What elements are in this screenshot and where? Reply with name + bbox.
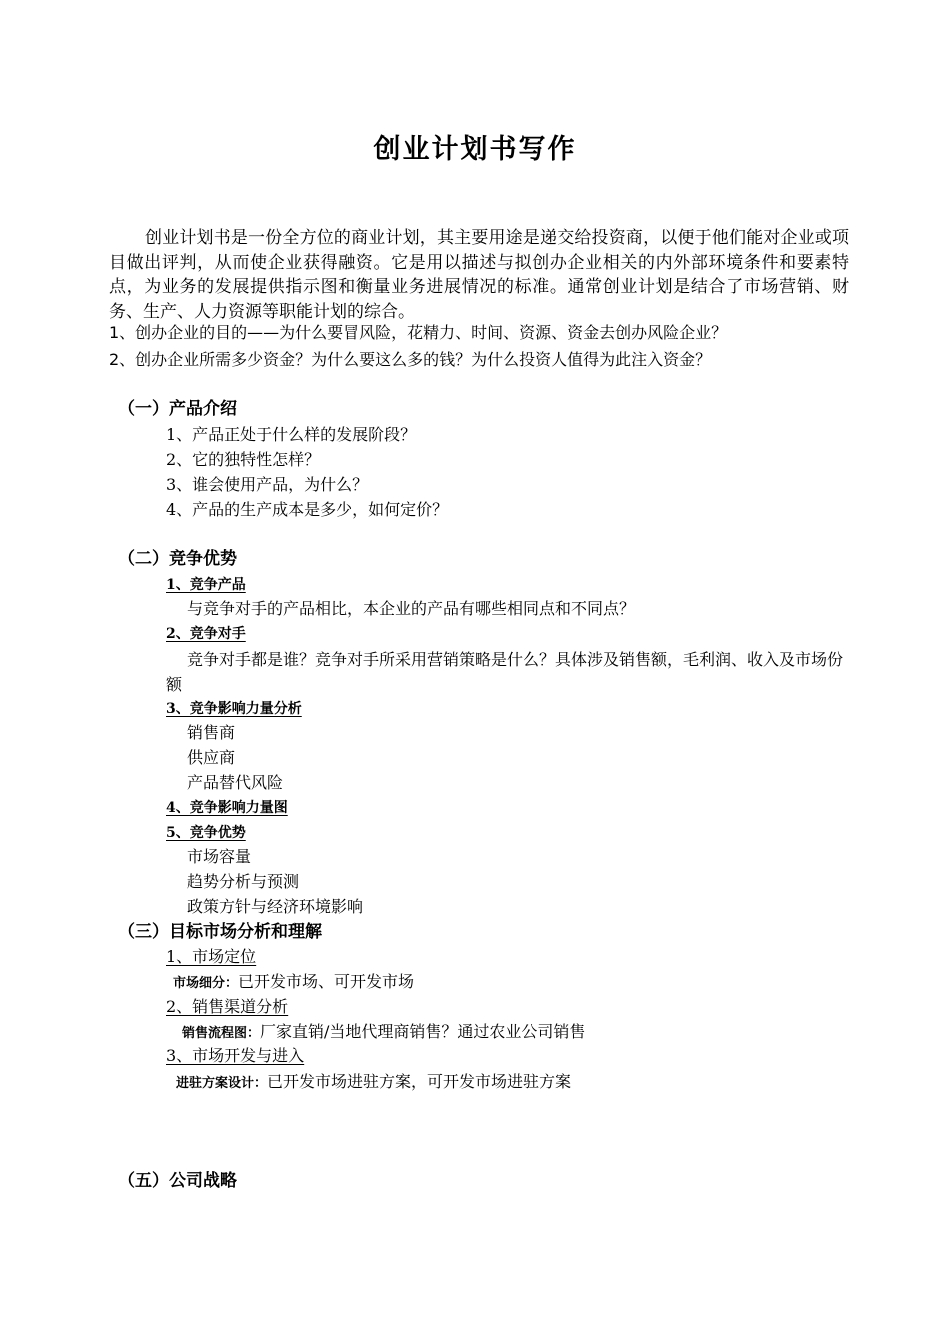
- intro-paragraph: 创业计划书是一份全方位的商业计划，其主要用途是递交给投资商，以便于他们能对企业或项目做出评判，从而使企业获得融资。它是用以描述与拟创办企业相关的内外部环境条件和要素特点，为业务的发展提供指示图和衡量业务进展情况的标准。通常创业计划是结合了市场营销、财务、生产、人力资源等职能计划的综合。: [109, 228, 849, 322]
- section-heading-product: （一）产品介绍: [118, 399, 237, 419]
- subheading-competing-products: 1、竞争产品: [166, 577, 246, 593]
- key-value-line: [182, 1021, 585, 1045]
- key-value: 已开发市场进驻方案，可开发市场进驻方案: [267, 1072, 572, 1091]
- subheading-force-chart: 4、竞争影响力量图: [166, 800, 288, 816]
- key-label: 销售流程图：: [182, 1026, 261, 1041]
- list-item: 供应商: [187, 748, 236, 767]
- section-heading-competition: （二）竞争优势: [118, 549, 237, 569]
- subheading-market-entry: 3、市场开发与进入: [166, 1046, 305, 1065]
- document-title: 创业计划书写作: [373, 134, 577, 165]
- subheading-competitive-advantage: 5、竞争优势: [166, 825, 246, 841]
- key-value-line: [173, 971, 414, 995]
- question-2: 2、创办企业所需多少资金？为什么要这么多的钱？为什么投资人值得为此注入资金？: [109, 350, 712, 369]
- subheading-sales-channels: 2、销售渠道分析: [166, 997, 289, 1016]
- list-item: 4、产品的生产成本是多少，如何定价？: [166, 500, 449, 519]
- key-label: 市场细分：: [173, 976, 239, 991]
- subheading-market-positioning: 1、市场定位: [166, 947, 257, 966]
- list-item: 政策方针与经济环境影响: [187, 897, 364, 916]
- subheading-body: 竞争对手都是谁？竞争对手所采用营销策略是什么？具体涉及销售额，毛利润、收入及市场份额: [166, 650, 844, 694]
- subheading-competitors: 2、竞争对手: [166, 626, 246, 642]
- list-item: 3、谁会使用产品，为什么？: [166, 475, 369, 494]
- key-value: 已开发市场、可开发市场: [238, 972, 415, 991]
- subheading-force-analysis: 3、竞争影响力量分析: [166, 701, 302, 717]
- key-label: 进驻方案设计：: [176, 1076, 268, 1091]
- list-item: 2、它的独特性怎样？: [166, 450, 321, 469]
- list-item: 市场容量: [187, 847, 252, 866]
- list-item: 产品替代风险: [187, 773, 284, 792]
- question-1: 1、创办企业的目的——为什么要冒风险，花精力、时间、资源、资金去创办风险企业？: [109, 323, 728, 342]
- list-item: 销售商: [187, 723, 236, 742]
- list-item: 1、产品正处于什么样的发展阶段？: [166, 425, 417, 444]
- key-value: 厂家直销/当地代理商销售？通过农业公司销售: [260, 1022, 586, 1041]
- subheading-body: 与竞争对手的产品相比，本企业的产品有哪些相同点和不同点？: [187, 599, 636, 618]
- section-heading-target-market: （三）目标市场分析和理解: [118, 922, 322, 942]
- key-value-line: [176, 1071, 571, 1095]
- section-heading-strategy: （五）公司战略: [118, 1171, 237, 1191]
- list-item: 趋势分析与预测: [187, 872, 300, 891]
